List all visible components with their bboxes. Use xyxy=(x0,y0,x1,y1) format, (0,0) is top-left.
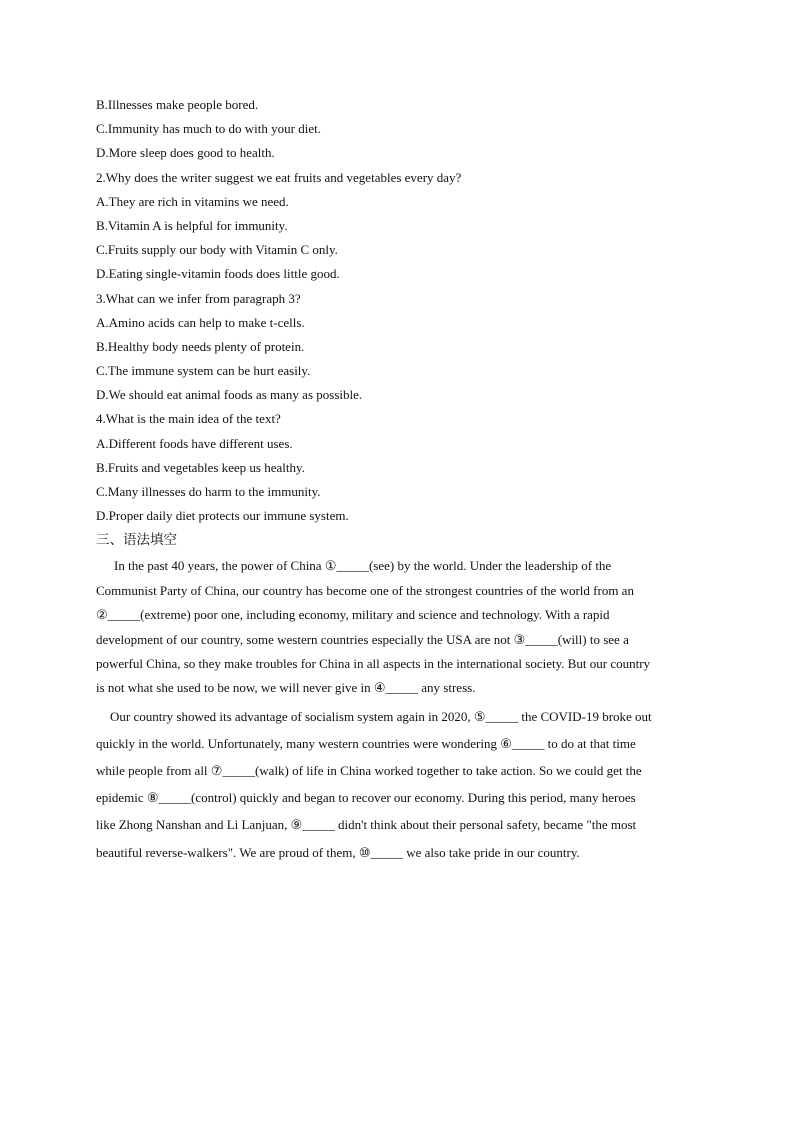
option-2d: D.Eating single-vitamin foods does little good. xyxy=(96,266,340,282)
option-4c: C.Many illnesses do harm to the immunity. xyxy=(96,484,321,499)
passage-line: quickly in the world. Unfortunately, many western countries were wondering ⑥_____ to do at that time xyxy=(96,735,636,751)
passage-line: Communist Party of China, our country has become one of the strongest countries of the world from an xyxy=(96,582,634,598)
passage-line: In the past 40 years, the power of China ①_____(see) by the world. Under the leadership of the xyxy=(114,558,612,574)
passage-line: powerful China, so they make troubles for China in all aspects in the international society. But our country xyxy=(96,655,651,671)
option-3c: C.The immune system can be hurt easily. xyxy=(96,363,311,379)
worksheet-page xyxy=(96,93,706,866)
option-1c: C.Immunity has much to do with your diet. xyxy=(96,121,321,137)
option-1b: B.Illnesses make people bored. xyxy=(96,97,259,112)
question-2: 2.Why does the writer suggest we eat fruits and vegetables every day? xyxy=(96,169,462,185)
passage-line: while people from all ⑦_____(walk) of life in China worked together to take action. So we could get the xyxy=(96,763,642,779)
option-4a: A.Different foods have different uses. xyxy=(96,435,293,451)
passage-line: ②_____(extreme) poor one, including economy, military and science and technology. With a rapid xyxy=(96,607,610,623)
question-3: 3.What can we infer from paragraph 3? xyxy=(96,290,301,306)
option-2a: A.They are rich in vitamins we need. xyxy=(96,193,289,209)
section-title: 三、语法填空 xyxy=(96,532,177,549)
passage-line: Our country showed its advantage of socialism system again in 2020, ⑤_____ the COVID-19 broke out xyxy=(110,708,652,724)
option-3b: B.Healthy body needs plenty of protein. xyxy=(96,338,305,354)
reading-questions xyxy=(96,93,706,528)
grammar-passage-paragraph-1 xyxy=(96,554,706,700)
passage-line: epidemic ⑧_____(control) quickly and began to recover our economy. During this period, many heroes xyxy=(96,790,636,806)
option-2c: C.Fruits supply our body with Vitamin C only. xyxy=(96,242,338,258)
option-3a: A.Amino acids can help to make t-cells. xyxy=(96,314,305,330)
passage-line: like Zhong Nanshan and Li Lanjuan, ⑨_____ didn't think about their personal safety, became "the most xyxy=(96,817,637,833)
grammar-passage-paragraph-2 xyxy=(96,703,706,866)
option-2b: B.Vitamin A is helpful for immunity. xyxy=(96,217,288,233)
option-4d: D.Proper daily diet protects our immune system. xyxy=(96,508,349,524)
passage-line: is not what she used to be now, we will never give in ④_____ any stress. xyxy=(96,680,476,696)
passage-line: development of our country, some western countries especially the USA are not ③_____(will) to see a xyxy=(96,631,629,647)
option-3d: D.We should eat animal foods as many as possible. xyxy=(96,387,363,403)
option-1d: D.More sleep does good to health. xyxy=(96,145,275,161)
passage-line: beautiful reverse-walkers". We are proud of them, ⑩_____ we also take pride in our country. xyxy=(96,844,580,860)
question-4: 4.What is the main idea of the text? xyxy=(96,411,281,427)
option-4b: B.Fruits and vegetables keep us healthy. xyxy=(96,459,305,475)
